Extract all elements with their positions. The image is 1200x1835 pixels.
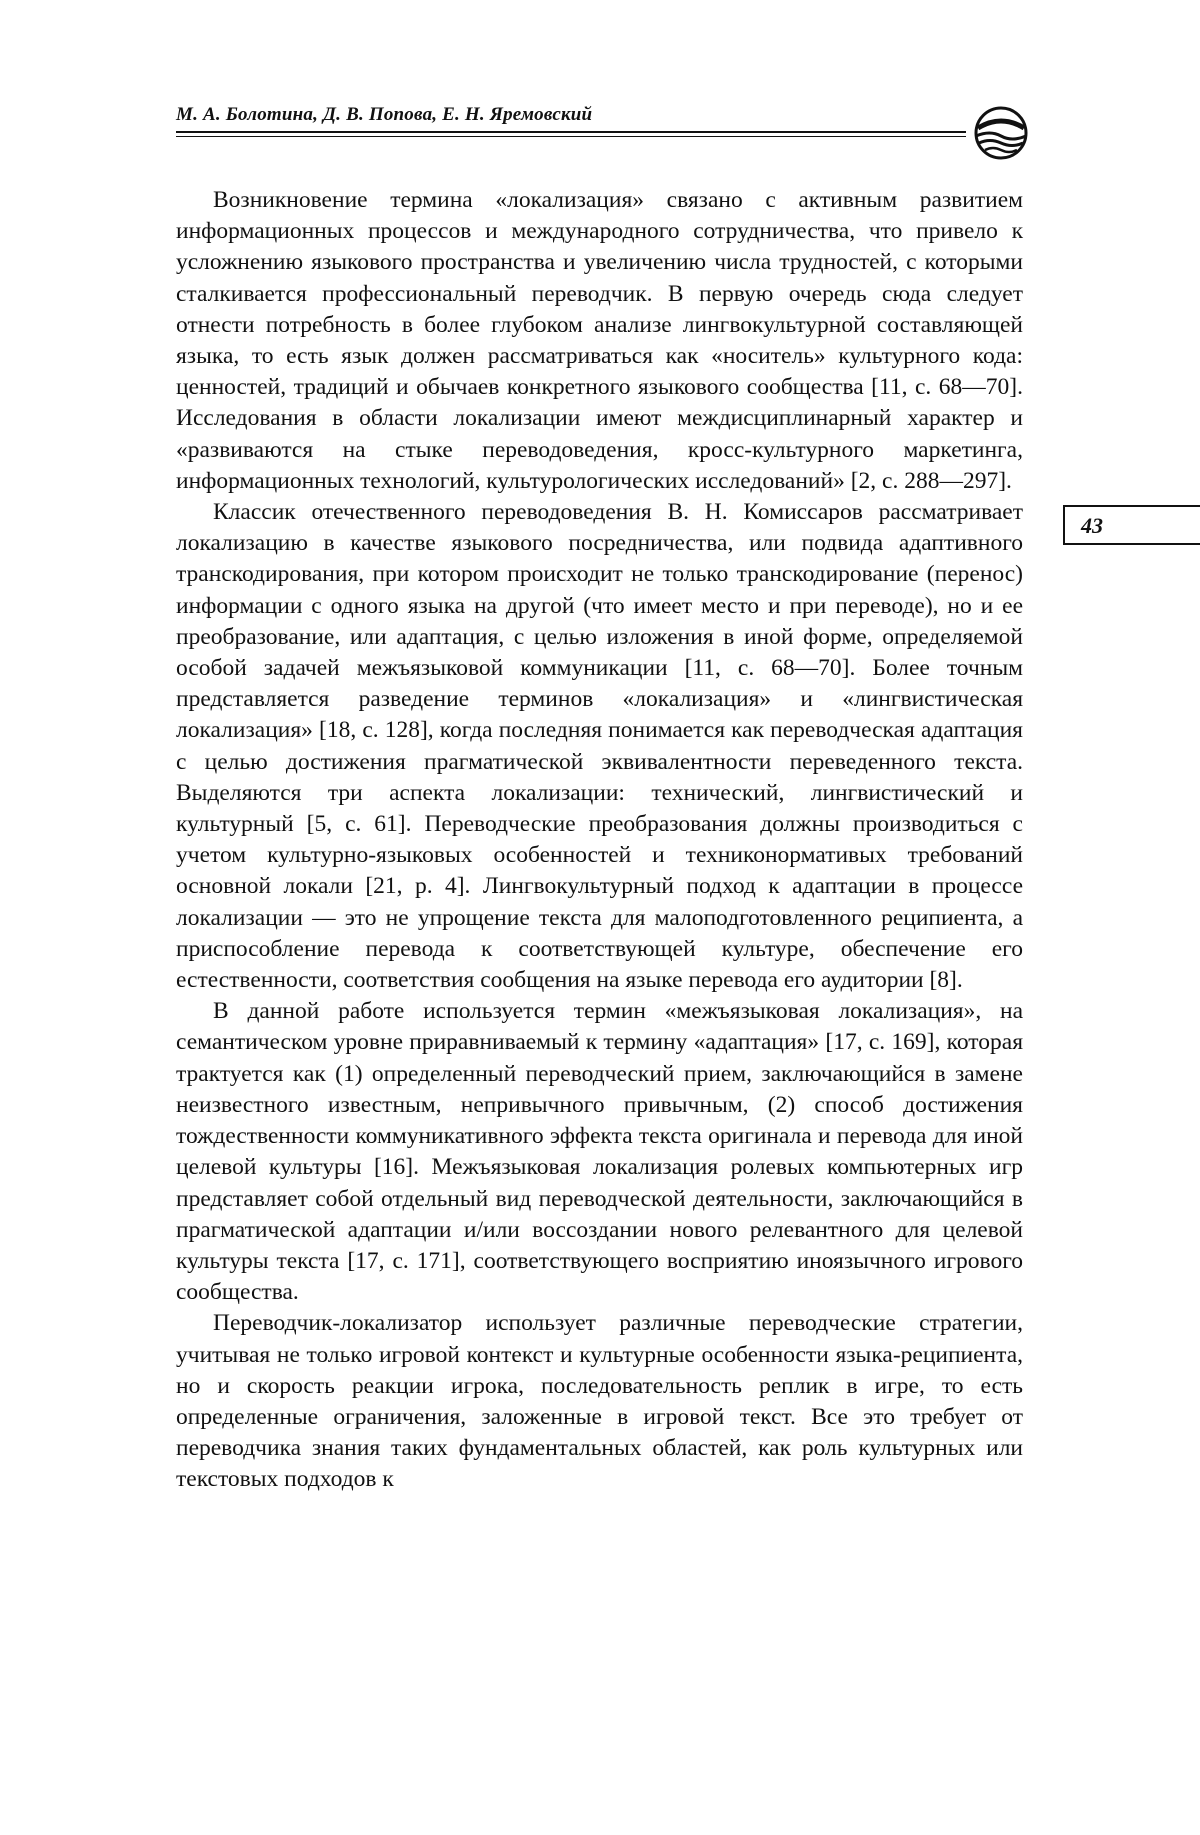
running-header-authors: М. А. Болотина, Д. В. Попова, Е. Н. Яремовский — [176, 104, 593, 125]
page-number-box — [1063, 505, 1200, 545]
header-rule-thin — [176, 136, 966, 137]
paragraph: Переводчик-локализатор использует различные переводческие стратегии, учитывая не только игровой контекст и культурные особенности языка-реципиента, но и скорость реакции игрока, последовательность реплик в игре, то есть определенные ограничения, заложенные в игровой текст. Все это требует от переводчика знания таких фундаментальных областей, как роль культурных или текстовых подходов к — [176, 1310, 1023, 1493]
journal-logo-icon — [972, 106, 1030, 160]
article-body — [176, 185, 1023, 1496]
paragraph: Возникновение термина «локализация» связано с активным развитием информационных процессов и международного сотрудничества, что привело к усложнению языкового пространства и увеличению числа трудностей, с которыми сталкивается профессиональный переводчик. В первую очередь сюда следует отнести потребность в более глубоком анализе лингвокультурной составляющей языка, то есть язык должен рассматриваться как «носитель» культурного кода: ценностей, традиций и обычаев конкретного языкового сообщества [11, с. 68—70]. Исследования в области локализации имеют междисциплинарный характер и «развиваются на стыке переводоведения, кросс-культурного маркетинга, информационных технологий, культурологических исследований» [2, с. 288—297]. — [176, 187, 1023, 494]
paragraph: Классик отечественного переводоведения В. Н. Комиссаров рассматривает локализацию в качестве языкового посредничества, или подвида адаптивного транскодирования, при котором происходит не только транскодирование (перенос) информации с одного языка на другой (что имеет место и при переводе), но и ее преобразование, или адаптация, с целью изложения в иной форме, определяемой особой задачей межъязыковой коммуникации [11, с. 68—70]. Более точным представляется разведение терминов «локализация» и «лингвистическая локализация» [18, с. 128], когда последняя понимается как переводческая адаптация с целью достижения прагматической эквивалентности переведенного текста. Выделяются три аспекта локализации: технический, лингвистический и культурный [5, с. 61]. Переводческие преобразования должны производиться с учетом культурно-языковых особенностей и техниконормативых требований основной локали [21, p. 4]. Лингвокультурный подход к адаптации в процессе локализации — это не упрощение текста для малоподготовленного реципиента, а приспособление перевода к соответствующей культуре, обеспечение его естественности, соответствия сообщения на языке перевода его аудитории [8]. — [176, 499, 1023, 994]
header-rule-thick — [176, 131, 966, 133]
running-header — [176, 100, 1026, 140]
paragraph: В данной работе используется термин «межъязыковая локализация», на семантическом уровне приравниваемый к термину «адаптация» [17, с. 169], которая трактуется как (1) определенный переводческий прием, заключающийся в замене неизвестного известным, непривычного привычным, (2) способ достижения тождественности коммуникативного эффекта текста оригинала и перевода для иной целевой культуры [16]. Межъязыковая локализация ролевых компьютерных игр представляет собой отдельный вид переводческой деятельности, заключающийся в прагматической адаптации и/или воссоздании нового релевантного для целевой культуры текста [17, с. 171], соответствующего восприятию иноязычного игрового сообщества. — [176, 998, 1023, 1306]
page-number: 43 — [1081, 513, 1103, 538]
